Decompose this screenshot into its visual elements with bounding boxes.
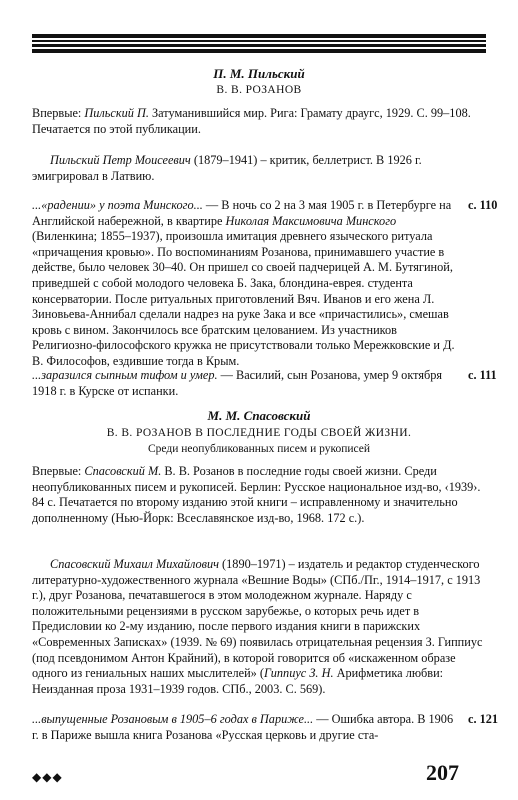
section2-source: Впервые: Спасовский М. В. В. Розанов в последние годы своей жизни. Среди неопубликованных писем и рукописей. Берлин: Русское национальное изд-во, ‹1939›. 84 с. Печатается по второму изданию этой книги – исправленному и значительно дополненному (Нью-Йорк: Всеславянское изд-во, 1968. 172 с.). — [32, 464, 481, 525]
section2-title: В. В. РОЗАНОВ В ПОСЛЕДНИЕ ГОДЫ СВОЕЙ ЖИЗНИ. — [106, 427, 412, 439]
section2-author: М. М. Спасовский — [207, 408, 311, 423]
section1-author: П. М. Пильский — [213, 66, 305, 81]
footer-ornament: ◆◆◆ — [32, 770, 63, 784]
header-rule-line — [32, 34, 486, 38]
section2-subtitle: Среди неопубликованных писем и рукописей — [147, 443, 371, 455]
section1-title: В. В. РОЗАНОВ — [216, 84, 302, 96]
section2-note3: ...выпущенные Розановым в 1905–6 годах в Париже... — Ошибка автора. В 1906 г. в Париже вышла книга Розанова «Русская церковь и другие ста- — [32, 712, 454, 742]
header-rule-line — [32, 44, 486, 47]
section1-source: Впервые: Пильский П. Затуманившийся мир. Рига: Грамату драугс, 1929. С. 99–108. Печатается по этой публикации. — [32, 106, 471, 136]
section1-bio: Пильский Петр Моисеевич (1879–1941) – критик, беллетрист. В 1926 г. эмигрировал в Латвию. — [32, 153, 422, 183]
section2-bio: Спасовский Михаил Михайлович (1890–1971) – издатель и редактор студенческого литературно-художественного журнала «Вешние Воды» (СПб./Пг., 1914–1917, с 1913 г.), друг Розанова, печатавшегося в этом молодежном журнале. Наряду с положительными рецензиями в русском зарубежье, о которых речь идет в Предисловии ко 2-му изданию, после первого издания книги в парижских «Современных Записках» (1939. № 69) появилась отрицательная рецензия З. Гиппиус (под псевдонимом Антон Крайний), в которой говорится об «искаженном образе одного из гениальных наших мыслителей» (Гиппиус З. Н. Арифметика любви: Неизданная проза 1931–1939 годов. СПб., 2003. С. 569). — [32, 557, 483, 696]
margin-page-ref: с. 110 — [468, 198, 498, 212]
page-number: 207 — [426, 760, 459, 785]
header-rule-line — [32, 40, 486, 42]
margin-page-ref: с. 111 — [468, 368, 497, 382]
header-rule-line — [32, 49, 486, 53]
section1-note1: ...«радении» у поэта Минского... — В ночь со 2 на 3 мая 1905 г. в Петербурге на Английской набережной, в квартире Николая Максимовича Минского (Виленкина; 1855–1937), произошла имитация древнего языческого ритуала «причащения кровью». По воспоминаниям Розанова, принимавшего участие в действе, было человек 30–40. Он пришел со своей падчерицей А. М. Бутягиной, приведшей с собой молодого человека Б. Зака, блондина-еврея. студента консерватории. После ритуальных приготовлений Вяч. Иванов и его жена Л. Зиновьева-Аннибал сделали надрез на руке Зака и все «причастились», смешав кровь с вином. Закончилось все братским целованием. Из участников Религиозно-философского кружка не присутствовали только Мережковские и Д. В. Философов, ездившие тогда в Крым. — [32, 198, 455, 368]
section1-note2: ...заразился сыпным тифом и умер. — Василий, сын Розанова, умер 9 октября 1918 г. в Курске от испанки. — [32, 368, 443, 398]
margin-page-ref: с. 121 — [468, 712, 499, 726]
